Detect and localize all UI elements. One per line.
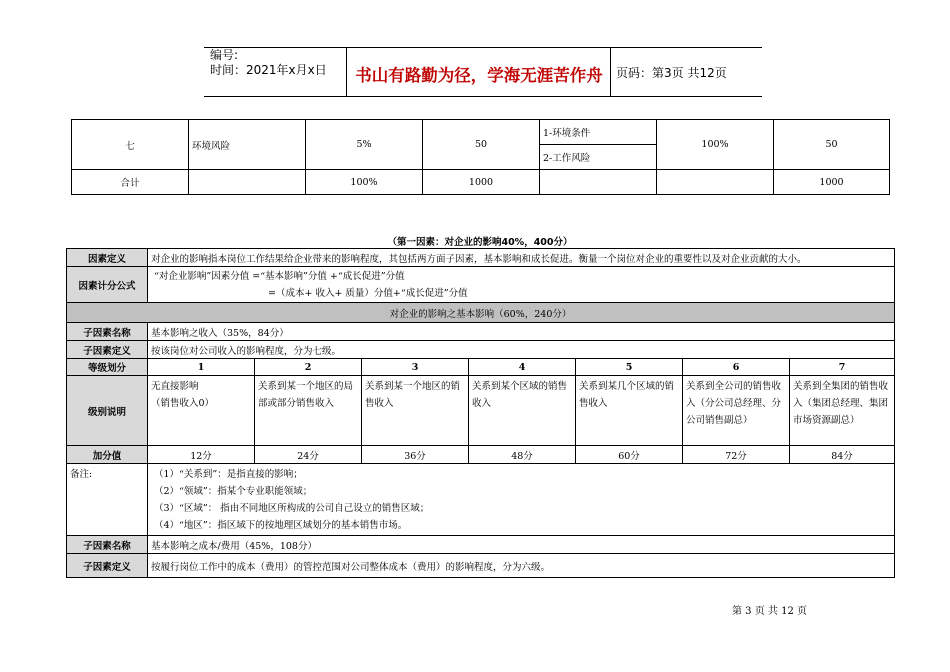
formula-line: “对企业影响”因素分值 =“基本影响”分值 +“成长促进”分值 [154, 270, 405, 282]
note-item: （4）“地区”：指区域下的按地理区域划分的基本销售市场。 [154, 519, 408, 531]
formula-line: =（成本+ 收入+ 质量）分值+“成长促进”分值 [268, 287, 468, 299]
subfactor-def-label: 子因素定义 [67, 554, 148, 578]
table-row [67, 323, 895, 341]
table-row [67, 359, 895, 376]
subfactor-name: 基本影响之成本/费用（45%，108分） [148, 536, 895, 554]
table-row [72, 170, 890, 195]
notes-label: 备注: [67, 464, 148, 536]
subfactor-name-label: 子因素名称 [67, 323, 148, 341]
points-label: 加分值 [67, 446, 148, 464]
points-value: 12分 [148, 446, 255, 464]
factor-caption: （第一因素：对企业的影响40%，400分） [387, 237, 573, 248]
grade-2: 2 [255, 359, 362, 376]
note-item: （3）“区域”： 指由不同地区所构成的公司自己设立的销售区域； [154, 502, 430, 514]
header-motto: 书山有路勤为径，学海无涯苦作舟 [355, 66, 603, 85]
factor-total: 50 [774, 120, 890, 170]
level-description: 关系到某一个地区的销售收入 [362, 376, 469, 446]
points-value: 84分 [790, 446, 895, 464]
grade-3: 3 [362, 359, 469, 376]
def-text: 对企业的影响指本岗位工作结果给企业带来的影响程度，其包括两方面子因素，基本影响和成长促进。衡量一个岗位对企业的重要性以及对企业贡献的大小。 [148, 249, 895, 267]
total-value: 1000 [774, 170, 890, 195]
points-value: 72分 [683, 446, 790, 464]
factor-name: 环境风险 [189, 120, 306, 170]
document-date: 时间：2021年x月x日 [210, 63, 327, 77]
factor-score: 50 [423, 120, 540, 170]
summary-table [71, 119, 890, 195]
total-sub [540, 170, 657, 195]
subfactor-def: 按履行岗位工作中的成本（费用）的管控范围对公司整体成本（费用）的影响程度，分为六级。 [148, 554, 895, 578]
header-page-number: 页码：第3页 共12页 [616, 66, 727, 80]
factor-weight: 5% [306, 120, 423, 170]
points-value: 60分 [576, 446, 683, 464]
factor-number: 七 [72, 120, 189, 170]
level-description: 关系到全集团的销售收入（集团总经理、集团市场资源副总） [790, 376, 895, 446]
header-divider [610, 47, 611, 97]
level-description: 关系到某几个区域的销售收入 [576, 376, 683, 446]
table-row [67, 267, 895, 303]
total-percent [657, 170, 774, 195]
subfactor-name: 1-环境条件 [540, 120, 657, 145]
table-row [67, 554, 895, 578]
table-row [67, 536, 895, 554]
total-score: 1000 [423, 170, 540, 195]
grade-7: 7 [790, 359, 895, 376]
grade-1: 1 [148, 359, 255, 376]
grade-4: 4 [469, 359, 576, 376]
subfactor-def-label: 子因素定义 [67, 341, 148, 359]
subfactor-name: 2-工作风险 [540, 145, 657, 170]
note-item: （2）“领域”：指某个专业职能领域； [154, 485, 313, 497]
table-row [67, 446, 895, 464]
grade-5: 5 [576, 359, 683, 376]
header-meta [210, 48, 327, 78]
header-divider [346, 47, 347, 97]
subfactor-name: 基本影响之收入（35%，84分） [148, 323, 895, 341]
points-value: 24分 [255, 446, 362, 464]
table-row [72, 120, 890, 145]
level-description: 关系到某一个地区的局部或部分销售收入 [255, 376, 362, 446]
section-title: 对企业的影响之基本影响（60%，240分） [67, 303, 895, 323]
total-name [189, 170, 306, 195]
factor-table [66, 248, 895, 578]
total-weight: 100% [306, 170, 423, 195]
table-row [67, 341, 895, 359]
points-value: 36分 [362, 446, 469, 464]
total-label: 合计 [72, 170, 189, 195]
note-item: （1）“关系到”：是指直接的影响； [154, 468, 303, 480]
document-number: 编号: [210, 48, 239, 62]
table-row [67, 303, 895, 323]
def-label: 因素定义 [67, 249, 148, 267]
level-description: 关系到全公司的销售收入（分公司总经理、分公司销售副总） [683, 376, 790, 446]
table-row [67, 376, 895, 446]
points-value: 48分 [469, 446, 576, 464]
grade-label: 等级划分 [67, 359, 148, 376]
level-label: 级别说明 [67, 376, 148, 446]
level-description: 无直接影响 （销售收入0） [148, 376, 255, 446]
subfactor-name-label: 子因素名称 [67, 536, 148, 554]
table-row [67, 249, 895, 267]
page-footer: 第 3 页 共 12 页 [732, 606, 807, 617]
header-bottom-rule [204, 96, 762, 97]
table-row [67, 464, 895, 536]
formula-label: 因素计分公式 [67, 267, 148, 303]
level-description: 关系到某个区域的销售收入 [469, 376, 576, 446]
subfactor-def: 按该岗位对公司收入的影响程度，分为七级。 [148, 341, 895, 359]
factor-percent: 100% [657, 120, 774, 170]
grade-6: 6 [683, 359, 790, 376]
